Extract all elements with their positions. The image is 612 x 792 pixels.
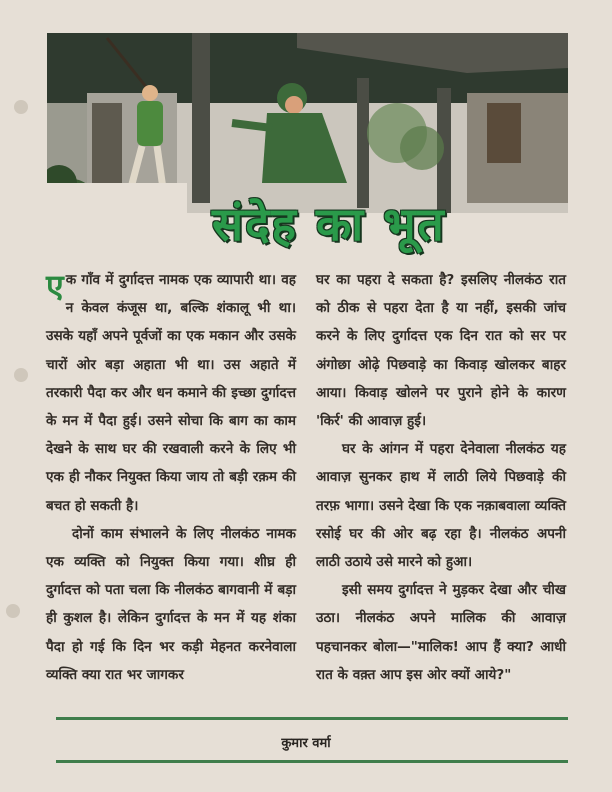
drop-cap: ए	[46, 267, 64, 305]
divider-top	[56, 717, 568, 720]
paragraph: इसी समय दुर्गादत्त ने मुड़कर देखा और चीख उठा। नीलकंठ अपने मालिक की आवाज़ पहचानकर बोला—"मालिक! आप हैं क्या? आधी रात के वक़्त आप इस ओर क्यों आये?"	[316, 582, 566, 683]
binder-hole-middle	[14, 368, 28, 382]
paragraph	[46, 266, 296, 520]
left-column	[46, 266, 296, 689]
paragraph: घर के आंगन में पहरा देनेवाला नीलकंठ यह आवाज़ सुनकर हाथ में लाठी लिये पिछवाड़े की तरफ़ भागा। उसने देखा कि एक नक़ाबवाला व्यक्ति रसोई घर की ओर बढ़ रहा है। नीलकंठ अपनी लाठी उठाये उसे मारने को हुआ।	[316, 441, 566, 571]
binder-hole-bottom	[6, 604, 20, 618]
paragraph: घर का पहरा दे सकता है? इसलिए नीलकंठ रात को ठीक से पहरा देता है या नहीं, इसकी जांच करने के लिए दुर्गादत्त एक दिन रात को सर पर अंगोछा ओढ़े पिछवाड़े का किवाड़ खोलकर बाहर आया। किवाड़ खोलने पर पुराने होने के कारण 'किर्र' की आवाज़ हुई।	[316, 272, 566, 430]
paragraph-text: क गाँव में दुर्गादत्त नामक एक व्यापारी था। वह न केवल कंजूस था, बल्कि शंकालू भी था। उसके यहाँ अपने पूर्वजों का एक मकान और उसके चारों ओर बड़ा अहाता भी था। उस अहाते में तरकारी पैदा कर और धन कमाने की इच्छा दुर्गादत्त के मन में पैदा हुई। उसने सोचा कि बाग का काम देखने के साथ घर की रखवाली करने के लिए भी एक ही नौकर नियुक्त किया जाय तो बड़ी रक़म की बचत हो सकती है।	[46, 272, 296, 514]
story-title: संदेह का भूत	[212, 197, 446, 251]
divider-bottom	[56, 760, 568, 763]
paragraph: दोनों काम संभालने के लिए नीलकंठ नामक एक व्यक्ति को नियुक्त किया गया। शीघ्र ही दुर्गादत्त को पता चला कि नीलकंठ बागवानी में बड़ा ही कुशल है। लेकिन दुर्गादत्त के मन में यह शंका पैदा हो गई कि दिन भर कड़ी मेहनत करनेवाला व्यक्ति क्या रात भर जागकर	[46, 525, 296, 683]
right-column	[316, 266, 566, 689]
binder-hole-top	[14, 100, 28, 114]
author-name: कुमार वर्मा	[281, 736, 331, 751]
